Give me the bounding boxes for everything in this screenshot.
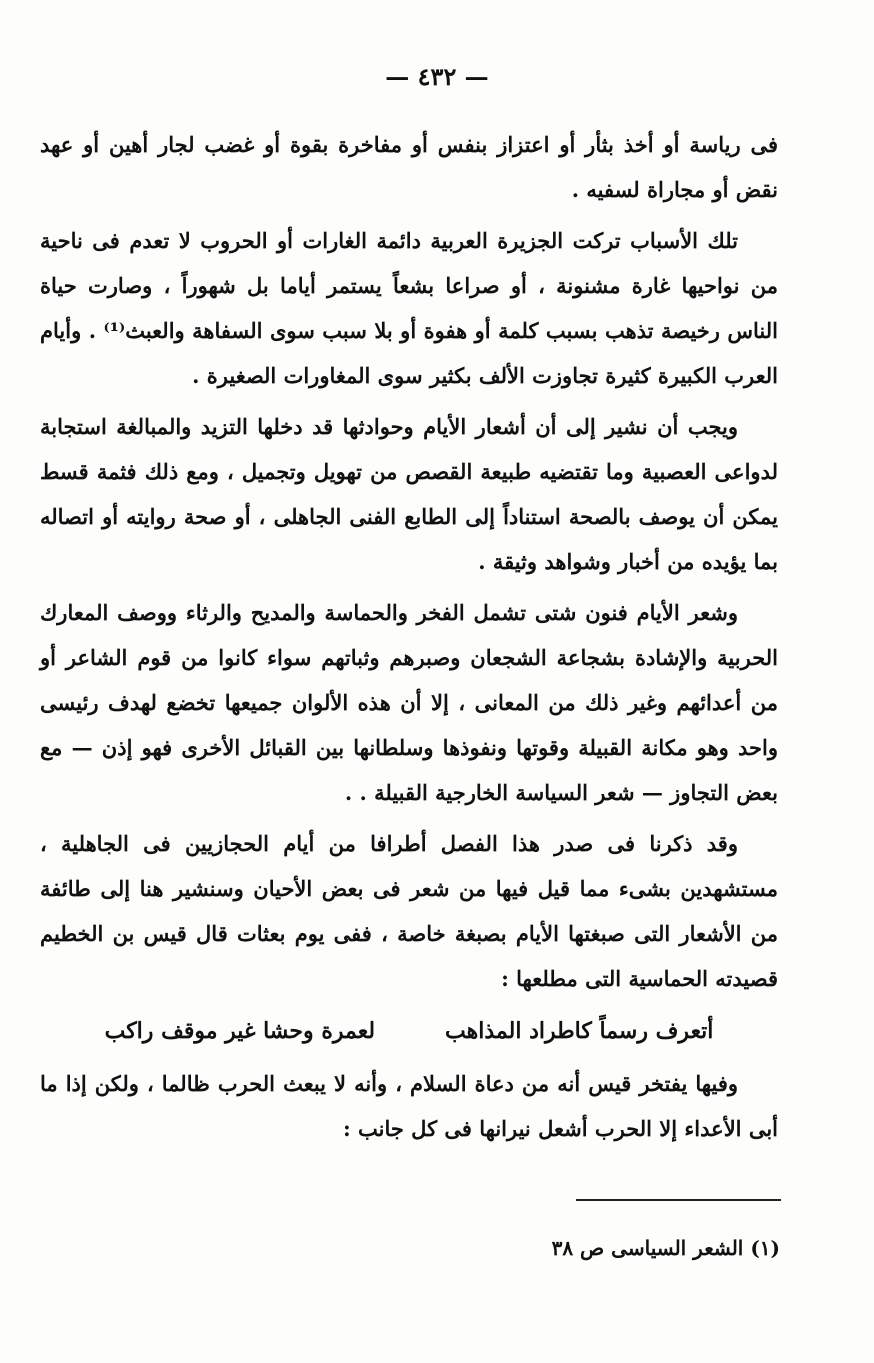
paragraph-2: تلك الأسباب تركت الجزيرة العربية دائمة الغارات أو الحروب لا تعدم فى ناحية من نواحيها غارة مشنونة ، أو صراعا بشعاً يستمر أياما بل شهوراً ، وصارت حياة الناس رخيصة تذهب بسبب كلمة أو هفوة أو بلا سبب سوى السفاهة والعبث⁽¹⁾ . وأيام العرب الكبيرة كثيرة تجاوزت الألف بكثير سوى المغاورات الصغيرة . — [40, 228, 778, 388]
paragraph-5: وقد ذكرنا فى صدر هذا الفصل أطرافا من أيام الحجازيين فى الجاهلية ، مستشهدين بشىء مما قيل فيها من شعر فى بعض الأحيان وسنشير هنا إلى طائفة من الأشعار التى صبغتها الأيام بصبغة خاصة ، ففى يوم بعثات قال قيس بن الخطيم قصيدته الحماسية التى مطلعها : — [40, 831, 778, 991]
verse-first-hemistich: أتعرف رسماً كاطراد المذاهب — [445, 1018, 714, 1044]
paragraph-4: وشعر الأيام فنون شتى تشمل الفخر والحماسة والمديح والرثاء ووصف المعارك الحربية والإشادة بشجاعة الشجعان وصبرهم وثباتهم سواء كانوا من قوم الشاعر أو من أعدائهم وغير ذلك من المعانى ، إلا أن هذه الألوان جميعها تخضع لهدف رئيسى واحد وهو مكانة القبيلة وقوتها ونفوذها وسلطانها بين القبائل الأخرى فهو إذن — مع بعض التجاوز — شعر السياسة الخارجية القبيلة . . — [40, 600, 779, 805]
page-number: — ٤٣٢ — — [385, 62, 489, 91]
paragraph-1: فى رياسة أو أخذ بثأر أو اعتزاز بنفس أو مفاخرة بقوة أو غضب لجار أهين أو عهد نقض أو مجاراة لسفيه . — [40, 132, 778, 202]
footnote: (١) الشعر السياسى ص ٣٨ — [551, 1236, 780, 1260]
main-text — [40, 122, 778, 1157]
verse-second-hemistich: لعمرة وحشا غير موقف راكب — [104, 1018, 376, 1044]
footnote-divider — [576, 1199, 781, 1201]
poem-verse — [40, 1007, 778, 1055]
closing-paragraph: وفيها يفتخر قيس أنه من دعاة السلام ، وأنه لا يبعث الحرب ظالما ، ولكن إذا ما أبى الأعداء إلا الحرب أشعل نيرانها فى كل جانب : — [40, 1071, 778, 1141]
paragraph-3: ويجب أن نشير إلى أن أشعار الأيام وحوادثها قد دخلها التزيد والمبالغة استجابة لدواعى العصبية وما تقتضيه طبيعة القصص من تهويل وتجميل ، ومع ذلك فثمة قسط يمكن أن يوصف بالصحة استناداً إلى الطابع الفنى الجاهلى ، أو صحة روايته أو اتصاله بما يؤيده من أخبار وشواهد وثيقة . — [40, 414, 778, 574]
